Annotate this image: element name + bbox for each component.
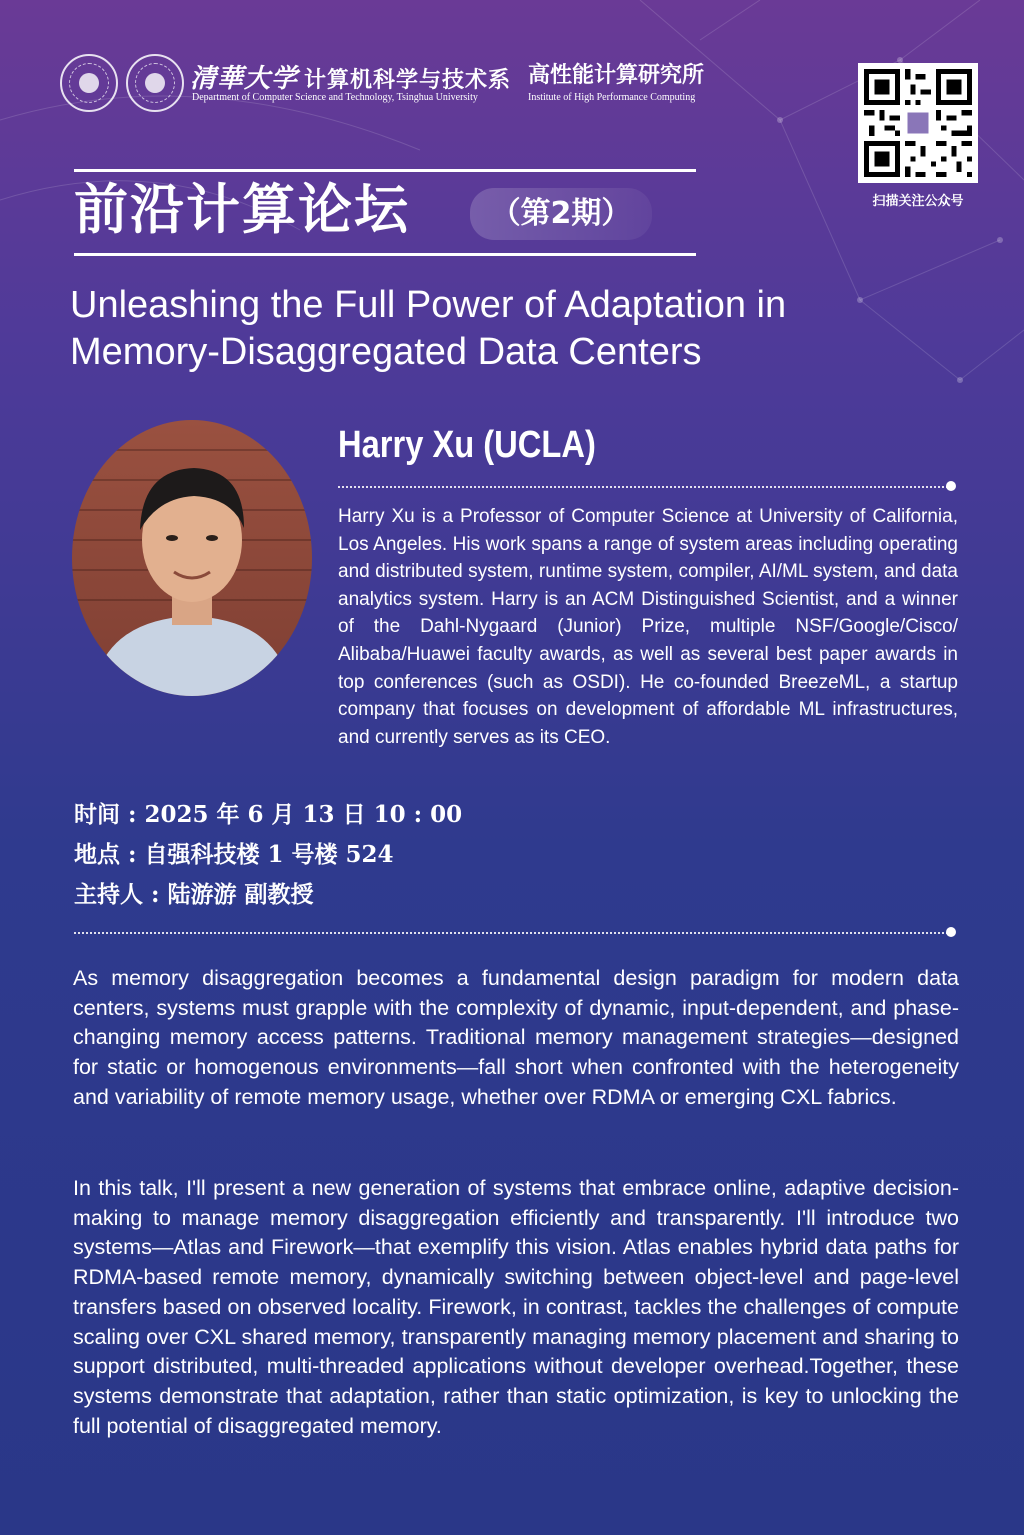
event-location: 地点 : 自强科技楼 1 号楼 524 bbox=[74, 841, 394, 868]
forum-title: 前沿计算论坛 bbox=[74, 178, 410, 241]
info-divider-dot bbox=[946, 927, 956, 937]
talk-title-line2: Memory-Disaggregated Data Centers bbox=[70, 331, 702, 373]
talk-title-line1: Unleashing the Full Power of Adaptation in bbox=[70, 284, 787, 326]
department-label-cn: 计算机科学与技术系 bbox=[304, 68, 512, 93]
speaker-divider bbox=[338, 486, 948, 488]
abstract-paragraph-1: As memory disaggregation becomes a fundamental design paradigm for modern data centers, systems must grapple with the complexity of dynamic, input-dependent, and phase-changing memory access patterns. Traditional memory management strategies—designed for static or homogenous environments—fall short when confronted with the heterogeneity and variability of remote memory usage, whether over RDMA or emerging CXL fabrics. bbox=[73, 966, 959, 1109]
speaker-bio: Harry Xu is a Professor of Computer Science at University of California, Los Angeles. His work spans a range of system areas including operating and distributed system, runtime system, compiler, AI/ML system, and data analytics system. Harry is an ACM Distinguished Scientist, and a winner of the Dahl-Nygaard (Junior) Prize, multiple NSF/Google/Cisco/ Alibaba/Huawei faculty awards, as well as several best paper awards in top conferences (such as OSDI). He co-founded BreezeML, a startup company that focuses on development of affordable ML infrastructures, and currently serves as its CEO. bbox=[338, 506, 958, 748]
event-host: 主持人 : 陆游游 副教授 bbox=[74, 881, 314, 908]
speaker-photo bbox=[72, 420, 312, 696]
info-divider bbox=[74, 932, 948, 934]
institute-name-cn: 高性能计算研究所 bbox=[528, 63, 705, 88]
tsinghua-seal-logo bbox=[60, 54, 118, 112]
department-seal-logo bbox=[126, 54, 184, 112]
qr-caption: 扫描关注公众号 bbox=[872, 194, 964, 209]
issue-badge: （第2期） bbox=[470, 188, 652, 240]
title-bottom-rule bbox=[74, 253, 696, 256]
tsinghua-calligraphy: 清華大学 bbox=[190, 64, 299, 94]
talk-title bbox=[70, 282, 970, 376]
qr-code[interactable] bbox=[858, 63, 978, 183]
title-top-rule bbox=[74, 169, 696, 172]
department-name-cn bbox=[190, 58, 511, 95]
abstract-paragraph-2: In this talk, I'll present a new generation of systems that embrace online, adaptive decision-making to manage memory disaggregation efficiently and transparently. I'll introduce two systems—Atlas and Firework—that exemplify this vision. Atlas enables hybrid data paths for RDMA-based remote memory, dynamically switching between object-level and page-level transfers based on observed locality. Firework, in contrast, tackles the challenges of compute scaling over CXL shared memory, transparently managing memory placement and sharing to support distributed, multi-threaded applications without developer overhead.Together, these systems demonstrate that adaptation, rather than static optimization, is key to unlocking the full potential of disaggregated memory. bbox=[73, 1176, 959, 1438]
speaker-name: Harry Xu (UCLA) bbox=[338, 424, 596, 466]
event-time: 时间 : 2025 年 6 月 13 日 10 : 00 bbox=[74, 801, 463, 828]
speaker-divider-dot bbox=[946, 481, 956, 491]
department-name-en: Department of Computer Science and Technology, Tsinghua University bbox=[192, 92, 478, 103]
institute-name-en: Institute of High Performance Computing bbox=[528, 92, 696, 103]
